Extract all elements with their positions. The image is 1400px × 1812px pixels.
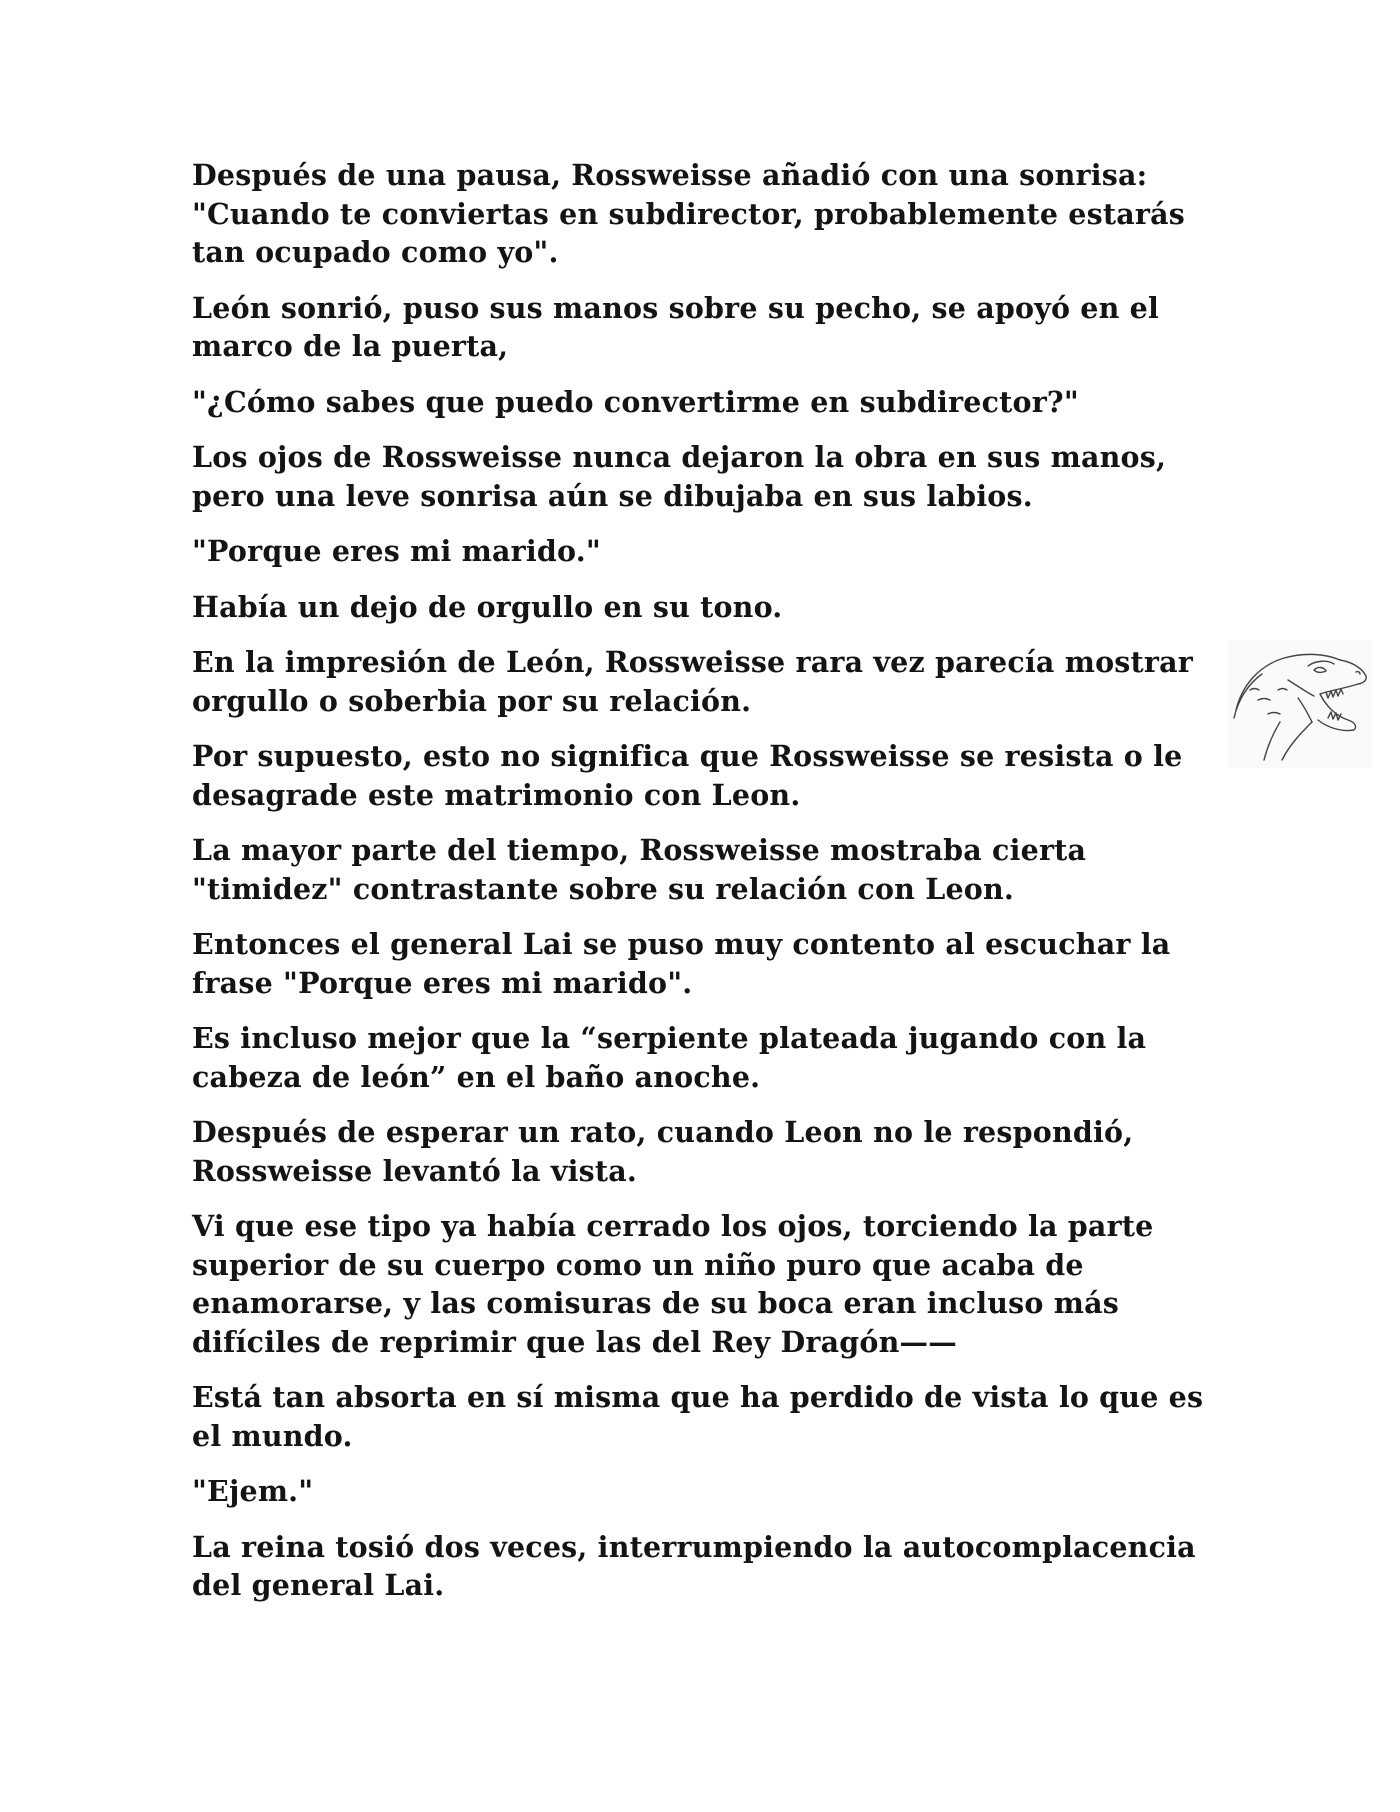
text-line: "¿Cómo sabes que puedo convertirme en subdirector?" <box>192 384 1079 419</box>
text-line: Rossweisse levantó la vista. <box>192 1153 638 1188</box>
dinosaur-sketch-icon <box>1228 640 1372 768</box>
text-line: León sonrió, puso sus manos sobre su pecho, se apoyó en el <box>192 290 1160 325</box>
text-line: "Ejem." <box>192 1474 314 1508</box>
text-line: desagrade este matrimonio con Leon. <box>192 777 801 812</box>
text-line: cabeza de león” en el baño anoche. <box>192 1059 761 1094</box>
paragraph <box>192 1472 1202 1511</box>
paragraph <box>192 1528 1202 1605</box>
text-line: Los ojos de Rossweisse nunca dejaron la obra en sus manos, <box>192 440 1167 474</box>
text-line: superior de su cuerpo como un niño puro que acaba de <box>192 1247 1084 1282</box>
paragraph <box>192 156 1202 272</box>
text-line: La reina tosió dos veces, interrumpiendo la autocomplacencia <box>192 1529 1196 1564</box>
text-line: "Porque eres mi marido." <box>192 534 601 568</box>
paragraph <box>192 1113 1202 1190</box>
text-line: Vi que ese tipo ya había cerrado los ojos, torciendo la parte <box>192 1209 1154 1243</box>
text-line: pero una leve sonrisa aún se dibujaba en sus labios. <box>192 478 1033 513</box>
text-line: marco de la puerta, <box>192 329 509 363</box>
text-line: Es incluso mejor que la “serpiente plateada jugando con la <box>192 1021 1147 1055</box>
text-line: Está tan absorta en sí misma que ha perdido de vista lo que es <box>192 1380 1204 1414</box>
text-line: el mundo. <box>192 1418 353 1453</box>
text-line: "timidez" contrastante sobre su relación con Leon. <box>192 871 1015 906</box>
paragraph <box>192 737 1202 814</box>
paragraph <box>192 438 1202 515</box>
text-line: orgullo o soberbia por su relación. <box>192 683 752 718</box>
paragraph <box>192 383 1202 422</box>
paragraph <box>192 1019 1202 1096</box>
text-line: Después de una pausa, Rossweisse añadió con una sonrisa: <box>192 158 1148 192</box>
paragraph <box>192 532 1202 571</box>
text-line: La mayor parte del tiempo, Rossweisse mostraba cierta <box>192 833 1087 867</box>
text-line: Después de esperar un rato, cuando Leon no le respondió, <box>192 1115 1134 1149</box>
text-line: difíciles de reprimir que las del Rey Dragón—— <box>192 1324 957 1359</box>
paragraph <box>192 1207 1202 1361</box>
document-body <box>192 156 1202 1622</box>
text-line: frase "Porque eres mi marido". <box>192 965 693 1000</box>
paragraph <box>192 588 1202 627</box>
text-line: del general Lai. <box>192 1568 445 1602</box>
paragraph <box>192 289 1202 366</box>
text-line: Entonces el general Lai se puso muy contento al escuchar la <box>192 927 1171 961</box>
paragraph <box>192 831 1202 908</box>
paragraph <box>192 925 1202 1002</box>
paragraph <box>192 1378 1202 1455</box>
paragraph <box>192 643 1202 720</box>
text-line: Había un dejo de orgullo en su tono. <box>192 589 783 624</box>
text-line: En la impresión de León, Rossweisse rara vez parecía mostrar <box>192 645 1193 679</box>
text-line: Por supuesto, esto no significa que Rossweisse se resista o le <box>192 739 1183 773</box>
text-line: "Cuando te conviertas en subdirector, probablemente estarás <box>192 196 1186 231</box>
text-line: tan ocupado como yo". <box>192 235 559 269</box>
text-line: enamorarse, y las comisuras de su boca eran incluso más <box>192 1286 1120 1320</box>
